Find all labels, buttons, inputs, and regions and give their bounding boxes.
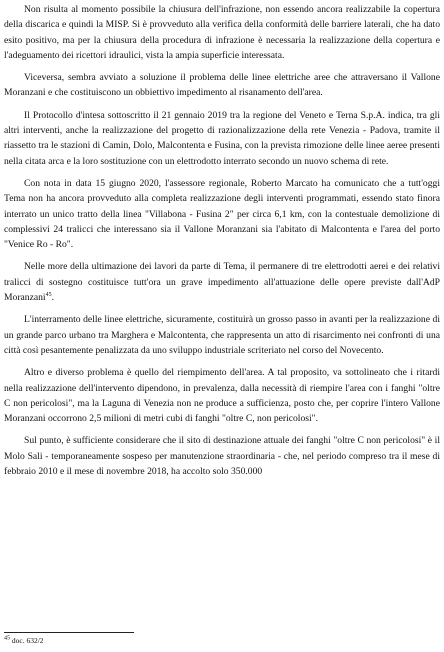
paragraph-2: Viceversa, sembra avviato a soluzione il problema delle linee elettriche aree che attraversano il Vallone Moranzani e che costituiscono un obbiettivo impedimento al risanamento dell'area. [4, 72, 440, 99]
paragraph-3: Il Protocollo d'intesa sottoscritto il 21 gennaio 2019 tra la regione del Veneto e Terna S.p.A. indica, tra gli altri interventi, anche la realizzazione del progetto di razionalizzazione della rete Venezia - Padova, tramite il riassetto tra le stazioni di Camin, Dolo, Malcontenta e Fusina, con la prevista rimozione delle linee aeree presenti nella citata arca e la loro sostituzione con un elettrodotto interrato secondo un nuovo schema di rete. [4, 109, 440, 167]
paragraph-7: Altro e diverso problema è quello del riempimento dell'area. A tal proposito, va sottolineato che i ritardi nella realizzazione dell'intervento dipendono, in prevalenza, dalla necessità di riempire l'area con i fanghi "oltre C non pericolosi", ma la Laguna di Venezia non ne produce a sufficienza, posto che, per coprire l'intero Vallone Moranzani occorrono 2,5 milioni di metri cubi di fanghi "oltre C, non pericolosi". [4, 367, 440, 425]
paragraph-5 [4, 259, 440, 305]
footnote-number: 45 [4, 635, 10, 642]
paragraph-5-text: Nelle more della ultimazione dei lavori da parte di Tema, il permanere di tre elettrodotti aerei e dei relativi tralicci di sostegno costituisce tutt'ora un grave impedimento all'attuazione delle opere previste dall'AdP Moranzani [4, 261, 440, 304]
footnote-reference[interactable]: 45 [45, 291, 52, 298]
paragraph-6: L'interramento delle linee elettriche, sicuramente, costituirà un grosso passo in avanti per la realizzazione di un grande parco urbano tra Marghera e Malcontenta, che rappresenta un atto di risarcimento nei confronti di una città così pesantemente penalizzata da uno sviluppo industriale scriteriato nel corso del Novecento. [4, 314, 440, 356]
paragraph-4: Con nota in data 15 giugno 2020, l'assessore regionale, Roberto Marcato ha comunicato che a tutt'oggi Tema non ha ancora provveduto alla completa realizzazione degli interventi programmati, essendo stato finora interrato un unico tratto della linea "Villabona - Fusina 2" per circa 6,1 km, con la contestuale demolizione di complessivi 24 tralicci che interessano sia il Vallone Moranzani sia l'abitato di Malcontenta e l'area del porto "Venice Ro - Ro". [4, 177, 440, 251]
footnote [4, 636, 44, 645]
paragraph-5-end: . [51, 292, 54, 304]
paragraph-1: Non risulta al momento possibile la chiusura dell'infrazione, non essendo ancora realizzabile la copertura della discarica e quindi la MISP. Si è provveduto alla verifica della conformità delle barriere laterali, che ha dato esito positivo, ma per la chiusura della procedura di infrazione è necessaria la realizzazione della copertura e l'adeguamento dei ricettori idraulici, vista la ampia superficie interessata. [4, 4, 440, 61]
footnote-divider [4, 632, 134, 633]
footnote-text: doc. 632/2 [11, 636, 44, 645]
paragraph-8: Sul punto, è sufficiente considerare che il sito di destinazione attuale dei fanghi "oltre C non pericolosi" è il Molo Sali - temporaneamente sospeso per manutenzione straordinaria - che, nel periodo compreso tra il mese di febbraio 2010 e il mese di novembre 2018, ha accolto solo 350.000 [4, 435, 440, 478]
